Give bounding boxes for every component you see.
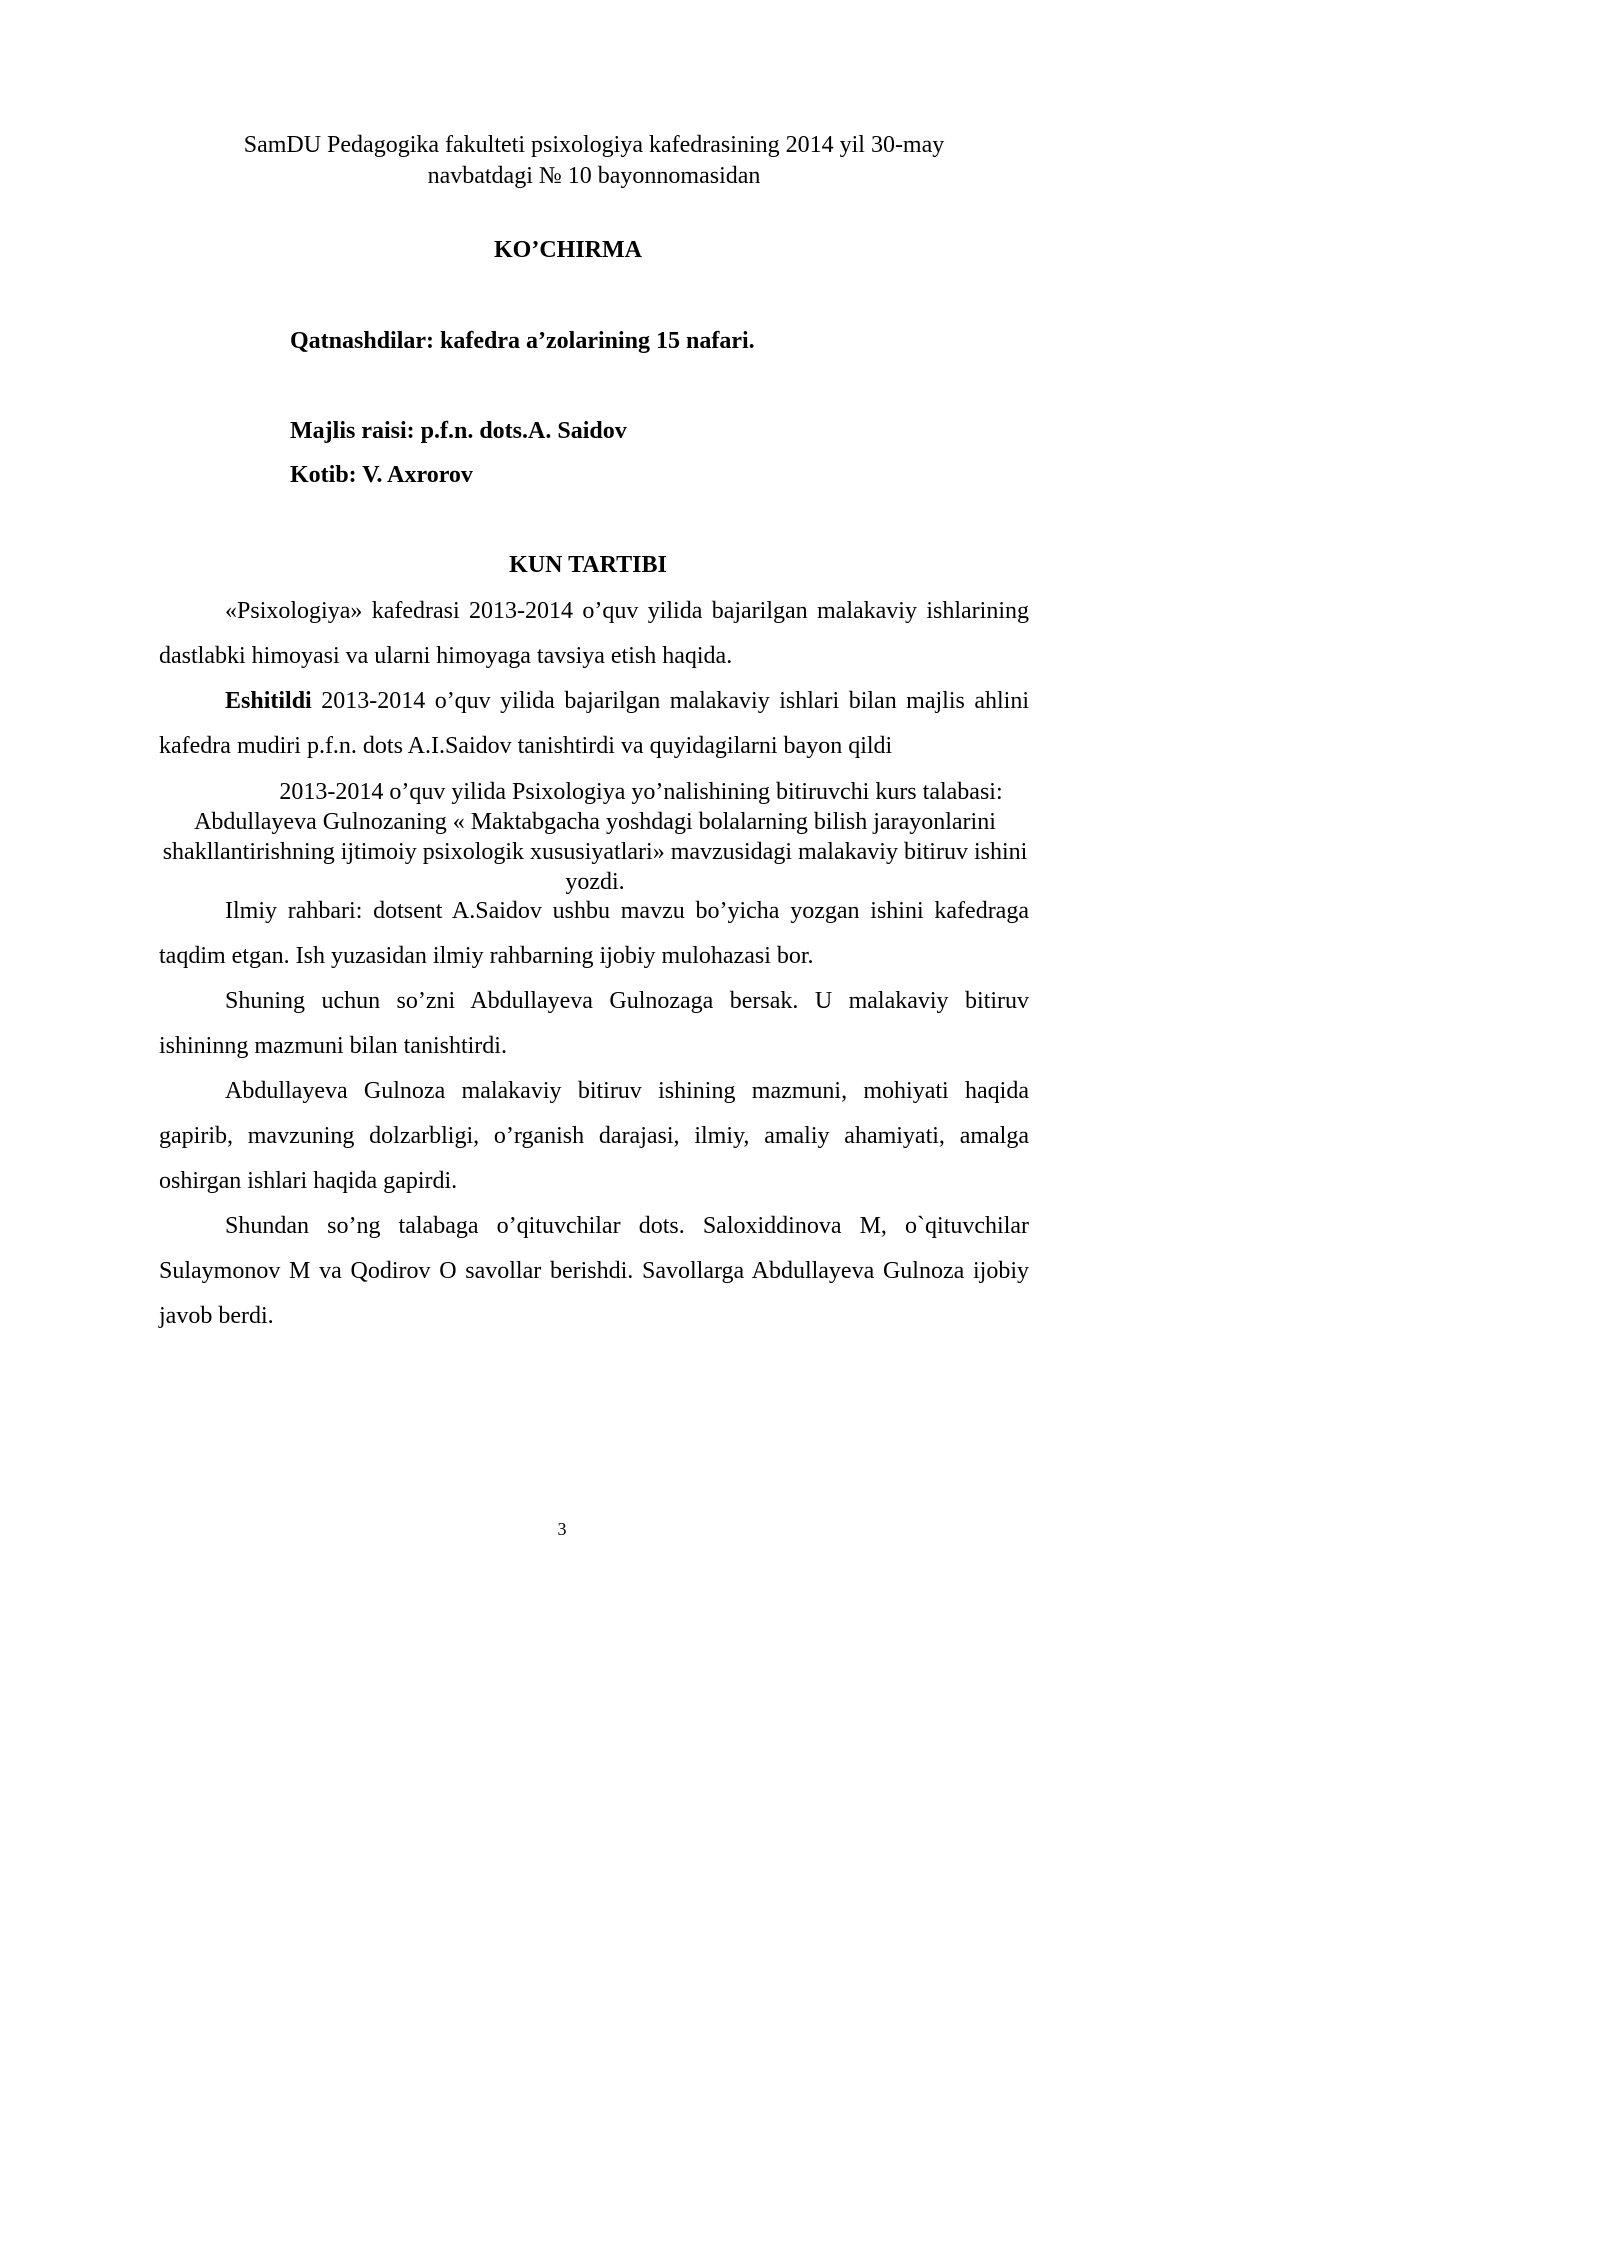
header-line-2: navbatdagi № 10 bayonnomasidan: [427, 163, 761, 189]
secretary-line: Kotib: V. Axrorov: [290, 462, 473, 488]
document-title: KO’CHIRMA: [494, 237, 642, 263]
heard-label: Eshitildi: [225, 688, 312, 714]
student-thesis-first-line: 2013-2014 o’quv yilida Psixologiya yo’nalishining bitiruvchi kurs talabasi:: [279, 779, 1003, 805]
header-line-1: SamDU Pedagogika fakulteti psixologiya kafedrasining 2014 yil 30-may: [243, 132, 945, 158]
heard-paragraph: [159, 679, 1029, 769]
student-thesis-paragraph: [150, 777, 1040, 897]
heard-text: 2013-2014 o’quv yilida bajarilgan malakaviy ishlari bilan majlis ahlini kafedra mudiri p.f.n. dots A.I.Saidov tanishtirdi va quyidagilarni bayon qildi: [159, 688, 1029, 759]
attendees-line: Qatnashdilar: kafedra a’zolarining 15 nafari.: [290, 328, 755, 354]
document-page: [0, 0, 1100, 1553]
chairman-line: Majlis raisi: p.f.n. dots.A. Saidov: [290, 418, 627, 444]
supervisor-paragraph: Ilmiy rahbari: dotsent A.Saidov ushbu mavzu bo’yicha yozgan ishini kafedraga taqdim etgan. Ish yuzasidan ilmiy rahbarning ijobiy mulohazasi bor.: [159, 898, 1029, 969]
agenda-paragraph: «Psixologiya» kafedrasi 2013-2014 o’quv yilida bajarilgan malakaviy ishlarining dastlabki himoyasi va ularni himoyaga tavsiya etish haqida.: [159, 598, 1029, 669]
agenda-title: KUN TARTIBI: [509, 552, 667, 578]
page-number: 3: [557, 1519, 567, 1539]
questions-paragraph: Shundan so’ng talabaga o’qituvchilar dots. Saloxiddinova M, o`qituvchilar Sulaymonov M va Qodirov O savollar berishdi. Savollarga Abdullayeva Gulnoza ijobiy javob berdi.: [159, 1213, 1029, 1329]
presentation-paragraph: Shuning uchun so’zni Abdullayeva Gulnozaga bersak. U malakaviy bitiruv ishininng mazmuni bilan tanishtirdi.: [159, 988, 1029, 1059]
student-thesis-rest: Abdullayeva Gulnozaning « Maktabgacha yoshdagi bolalarning bilish jarayonlarini shakllantirishning ijtimoiy psixologik xususiyatlari» mavzusidagi malakaviy bitiruv ishini yozdi.: [162, 809, 1028, 895]
content-paragraph: Abdullayeva Gulnoza malakaviy bitiruv ishining mazmuni, mohiyati haqida gapirib, mavzuning dolzarbligi, o’rganish darajasi, ilmiy, amaliy ahamiyati, amalga oshirgan ishlari haqida gapirdi.: [159, 1078, 1029, 1194]
